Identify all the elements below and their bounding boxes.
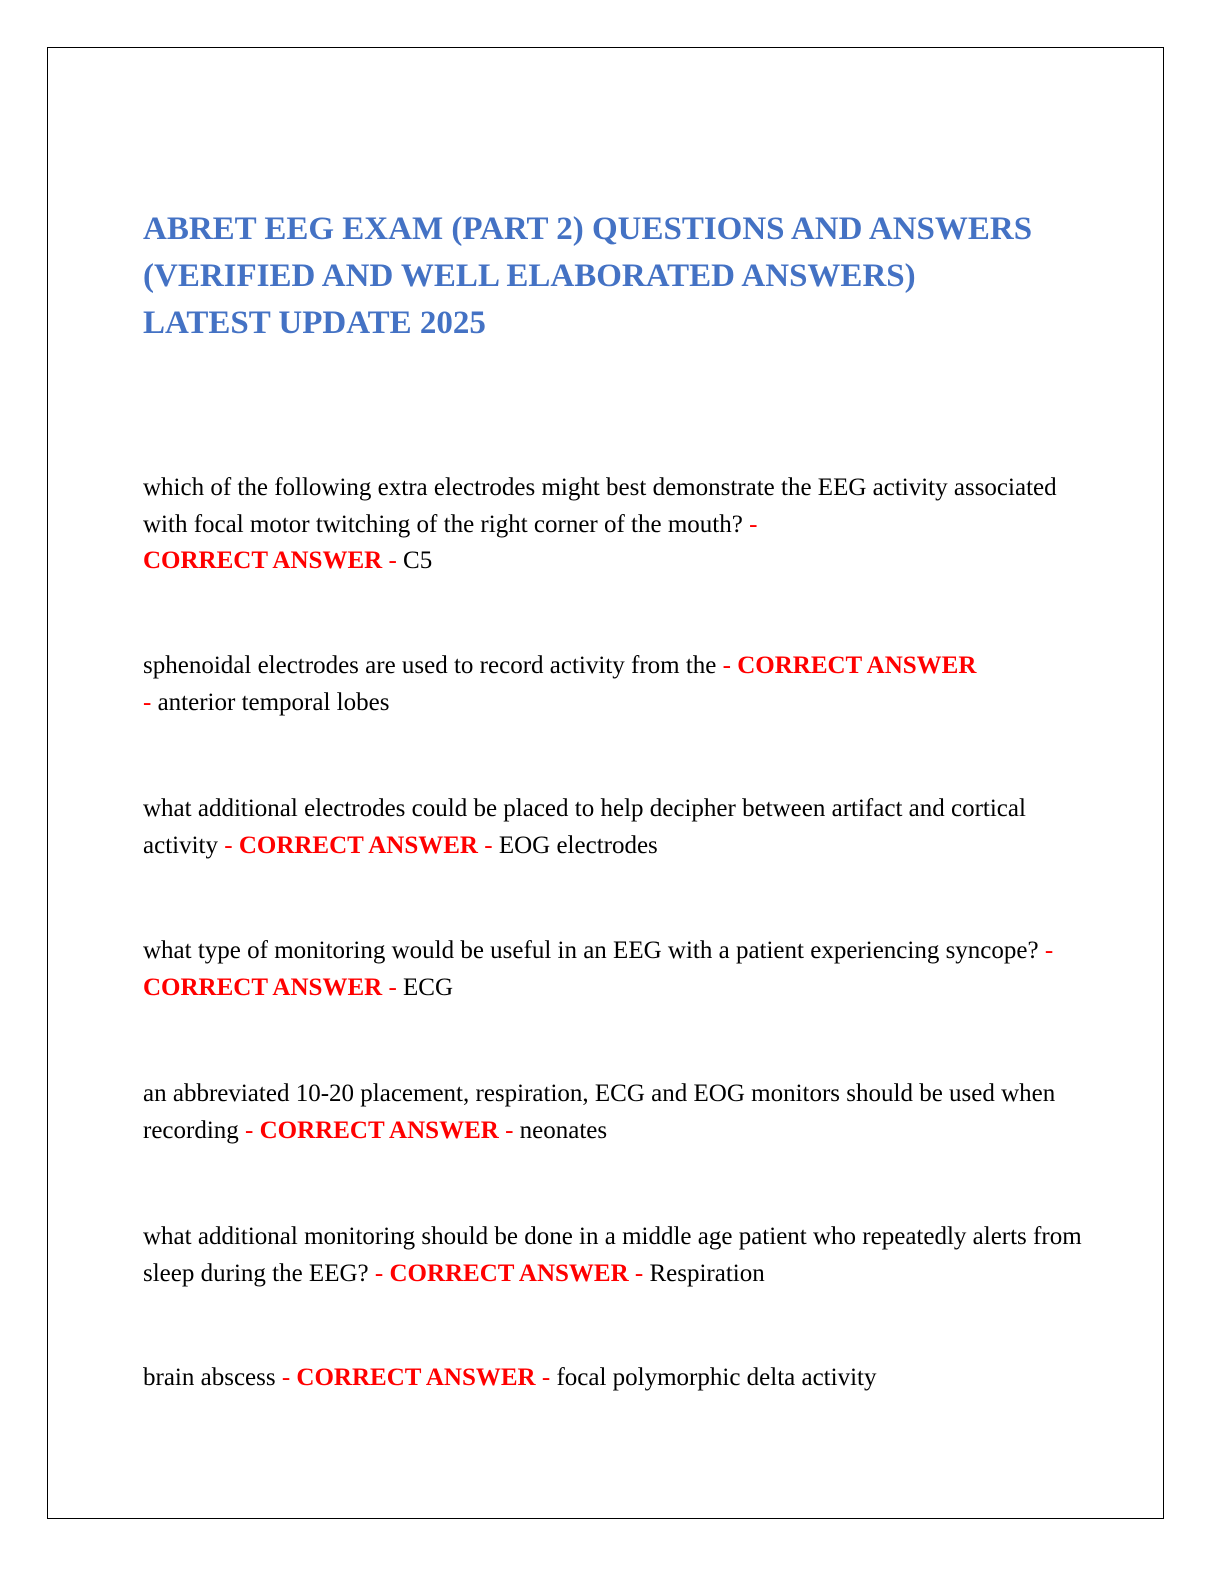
- answer-separator: -: [245, 1116, 254, 1144]
- answer-separator: -: [388, 547, 397, 574]
- qa-item: [143, 1219, 1083, 1292]
- answer-label: CORRECT ANSWER: [296, 1364, 536, 1391]
- question-text: sphenoidal electrodes are used to record activity from the: [143, 652, 717, 679]
- answer-text: C5: [403, 547, 433, 574]
- answer-text: ECG: [403, 973, 454, 1001]
- answer-separator: -: [505, 1116, 514, 1144]
- answer-text: Respiration: [649, 1259, 765, 1287]
- qa-item: [143, 933, 1083, 1006]
- answer-label: CORRECT ANSWER: [143, 973, 383, 1001]
- answer-text: anterior temporal lobes: [157, 688, 390, 716]
- answer-label: CORRECT ANSWER: [737, 652, 977, 679]
- question-text: what type of monitoring would be useful in an EEG with a patient experiencing syncope?: [143, 937, 1039, 964]
- answer-separator: -: [281, 1364, 291, 1391]
- answer-separator: -: [224, 831, 233, 859]
- answer-label: CORRECT ANSWER: [389, 1259, 629, 1287]
- answer-text: neonates: [519, 1116, 608, 1144]
- answer-separator: -: [143, 688, 152, 716]
- question-text: brain abscess: [143, 1364, 276, 1391]
- question-text: an abbreviated 10-20 placement, respiration, ECG and EOG monitors should be used when recording: [143, 1080, 1056, 1144]
- answer-label: CORRECT ANSWER: [143, 547, 383, 574]
- question-text: what additional electrodes could be placed to help decipher between artifact and cortical activity: [143, 795, 1026, 859]
- qa-item: [143, 1076, 1083, 1149]
- answer-separator: -: [634, 1259, 644, 1287]
- qa-item: [143, 1360, 1083, 1397]
- answer-separator: -: [749, 510, 758, 538]
- qa-item: [143, 470, 1083, 580]
- question-text: what additional monitoring should be done in a middle age patient who repeatedly alerts from sleep during the EEG?: [143, 1223, 1082, 1287]
- document-title: ABRET EEG EXAM (PART 2) QUESTIONS AND ANSWERS (VERIFIED AND WELL ELABORATED ANSWERS) LATEST UPDATE 2025: [143, 211, 1033, 341]
- answer-separator: -: [374, 1259, 384, 1287]
- answer-label: CORRECT ANSWER: [259, 1116, 499, 1144]
- answer-separator: -: [541, 1364, 551, 1391]
- answer-text: focal polymorphic delta activity: [556, 1364, 877, 1391]
- answer-label: CORRECT ANSWER: [238, 831, 478, 859]
- qa-item: [143, 648, 1083, 721]
- answer-separator: -: [484, 831, 493, 859]
- answer-text: EOG electrodes: [498, 831, 658, 859]
- answer-separator: -: [388, 973, 397, 1001]
- answer-separator: -: [1044, 937, 1054, 964]
- answer-separator: -: [722, 652, 731, 679]
- qa-item: [143, 791, 1083, 864]
- question-text: which of the following extra electrodes might best demonstrate the EEG activity associated with focal motor twitching of the right corner of the mouth?: [143, 474, 1057, 538]
